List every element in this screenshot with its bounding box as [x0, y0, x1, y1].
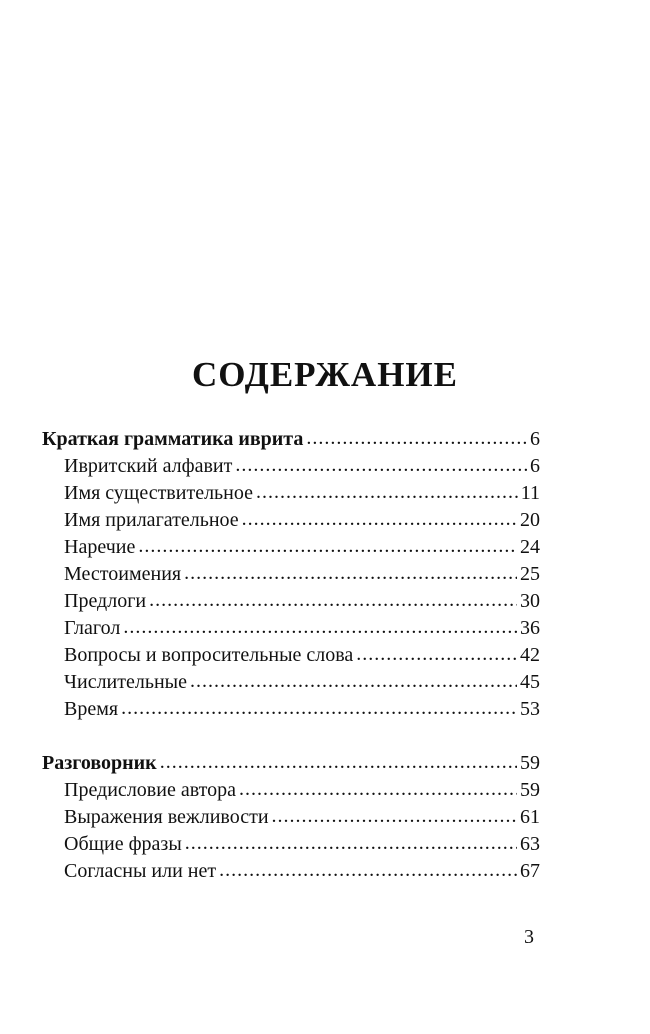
- toc-leader-dots: [160, 749, 517, 776]
- toc-entry-label: Вопросы и вопросительные слова: [64, 644, 354, 666]
- toc-entry[interactable]: [42, 480, 540, 507]
- toc-entry-label: Наречие: [64, 536, 136, 558]
- toc-leader-dots: [356, 641, 517, 668]
- toc-entry-page: 30: [520, 590, 540, 612]
- toc-entry-page: 67: [520, 860, 540, 882]
- toc-entry-page: 42: [520, 644, 540, 666]
- page-number: 3: [524, 926, 534, 948]
- table-of-contents: [42, 426, 540, 885]
- toc-entry-page: 24: [520, 536, 540, 558]
- toc-leader-dots: [138, 533, 517, 560]
- toc-entry-page: 6: [530, 455, 540, 477]
- toc-entry[interactable]: [42, 642, 540, 669]
- toc-entry-label: Глагол: [64, 617, 121, 639]
- toc-leader-dots: [242, 506, 517, 533]
- toc-entry-label: Ивритский алфавит: [64, 455, 233, 477]
- toc-leader-dots: [256, 479, 518, 506]
- toc-entry-label: Согласны или нет: [64, 860, 217, 882]
- toc-entry-label: Время: [64, 698, 119, 720]
- toc-entry-page: 53: [520, 698, 540, 720]
- toc-entry-label: Имя существительное: [64, 482, 253, 504]
- toc-entry-label: Местоимения: [64, 563, 182, 585]
- toc-entry[interactable]: [42, 858, 540, 885]
- toc-leader-dots: [239, 776, 517, 803]
- toc-entry-label: Общие фразы: [64, 833, 182, 855]
- toc-entry-page: 45: [520, 671, 540, 693]
- toc-entry[interactable]: [42, 588, 540, 615]
- toc-entry[interactable]: [42, 804, 540, 831]
- toc-entry-page: 11: [520, 482, 540, 504]
- toc-entry-page: 36: [520, 617, 540, 639]
- toc-entry-page: 25: [520, 563, 540, 585]
- toc-entry-label: Краткая грамматика иврита: [42, 428, 304, 450]
- toc-entry-label: Выражения вежливости: [64, 806, 269, 828]
- toc-leader-dots: [123, 614, 517, 641]
- toc-entry-page: 20: [520, 509, 540, 531]
- toc-entry[interactable]: [42, 534, 540, 561]
- toc-leader-dots: [149, 587, 517, 614]
- toc-entry-page: 59: [520, 779, 540, 801]
- toc-section-heading[interactable]: [42, 750, 540, 777]
- toc-leader-dots: [121, 695, 517, 722]
- toc-entry[interactable]: [42, 507, 540, 534]
- toc-section-gap: [42, 723, 540, 750]
- toc-leader-dots: [184, 560, 517, 587]
- toc-entry-page: 61: [520, 806, 540, 828]
- toc-entry-label: Предлоги: [64, 590, 147, 612]
- toc-leader-dots: [219, 857, 517, 884]
- toc-entry-page: 59: [520, 752, 540, 774]
- toc-entry-label: Имя прилагательное: [64, 509, 239, 531]
- toc-entry[interactable]: [42, 777, 540, 804]
- toc-entry-label: Предисловие автора: [64, 779, 236, 801]
- toc-leader-dots: [235, 452, 527, 479]
- toc-entry-label: Числительные: [64, 671, 187, 693]
- toc-entry[interactable]: [42, 453, 540, 480]
- toc-leader-dots: [272, 803, 517, 830]
- toc-entry-page: 63: [520, 833, 540, 855]
- page-title: СОДЕРЖАНИЕ: [191, 355, 458, 394]
- toc-entry[interactable]: [42, 615, 540, 642]
- toc-leader-dots: [185, 830, 517, 857]
- toc-entry-page: 6: [530, 428, 540, 450]
- toc-entry[interactable]: [42, 831, 540, 858]
- toc-leader-dots: [306, 425, 527, 452]
- toc-entry-label: Разговорник: [42, 752, 157, 774]
- toc-entry[interactable]: [42, 669, 540, 696]
- toc-entry[interactable]: [42, 696, 540, 723]
- toc-entry[interactable]: [42, 561, 540, 588]
- toc-leader-dots: [190, 668, 517, 695]
- toc-section-heading[interactable]: [42, 426, 540, 453]
